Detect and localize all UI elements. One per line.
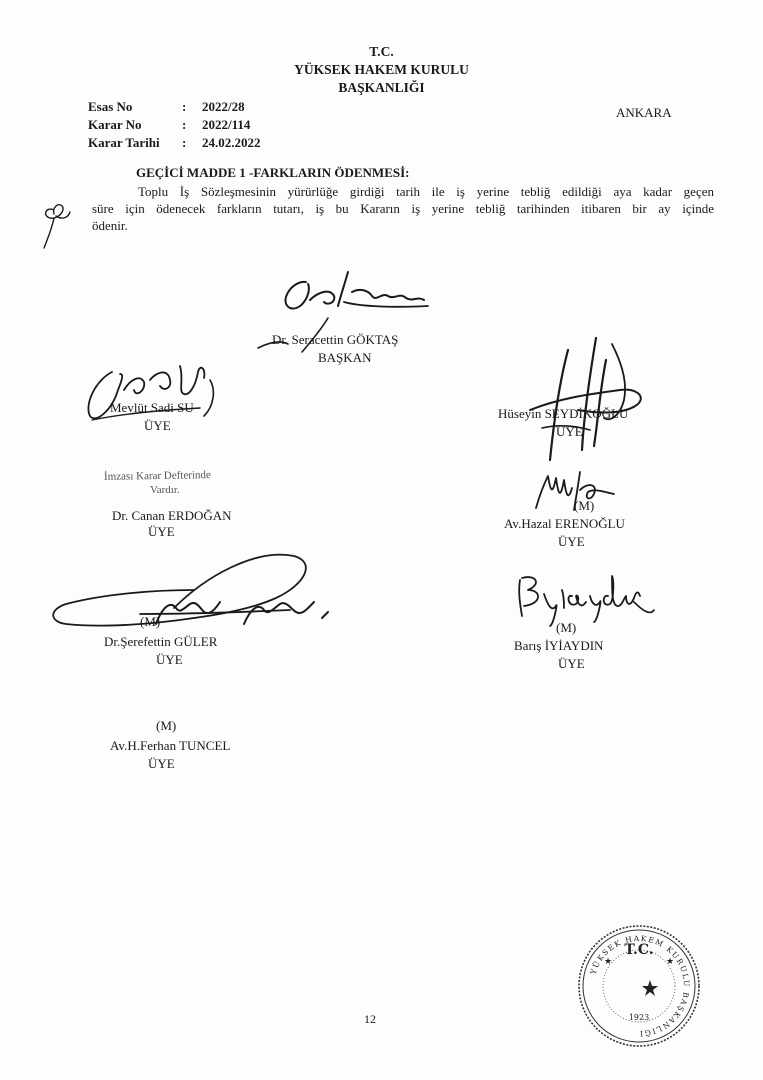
page-number: 12 [364,1012,376,1026]
member6-mark: (M) [556,620,577,635]
karar-colon: : [182,117,187,132]
member1-name: Mevlüt Sadi SU [110,400,194,415]
svg-text:YÜKSEK HAKEM KURULU BAŞKANLIĞI: YÜKSEK HAKEM KURULU BAŞKANLIĞI [588,933,692,1039]
city: ANKARA [616,105,672,120]
member1-title: ÜYE [144,418,171,433]
article-body [92,183,714,234]
esas-colon: : [182,99,187,114]
header-institution: YÜKSEK HAKEM KURULU [294,62,469,77]
esas-value: 2022/28 [202,99,245,114]
svg-text:T.C.: T.C. [624,942,654,958]
member4-mark: (M) [574,498,595,513]
member7-name: Av.H.Ferhan TUNCEL [110,738,231,753]
tarih-label: Karar Tarihi [88,135,160,150]
member3-note-line2: Vardır. [150,484,180,496]
member5-name: Dr.Şerefettin GÜLER [104,634,218,649]
member7-mark: (M) [156,718,177,733]
svg-text:1923: 1923 [628,1013,650,1022]
karar-label: Karar No [88,117,142,132]
member2-title: ÜYE [556,424,583,439]
esas-label: Esas No [88,99,133,114]
member4-name: Av.Hazal ERENOĞLU [504,516,625,531]
member7-title: ÜYE [148,756,175,771]
svg-text:★: ★ [604,957,613,967]
header-presidency: BAŞKANLIĞI [338,80,425,95]
article-line-2: süre için ödenecek farkların tutarı, iş bu Kararın iş yerine tebliğ tarihinden itibaren bir ay içinde [92,201,714,216]
member3-title: ÜYE [148,524,175,539]
margin-initial-icon [36,200,80,252]
article-line-3: ödenir. [92,218,128,233]
header-tc: T.C. [369,44,394,59]
official-seal-icon [574,920,704,1050]
member3-note-line1: İmzası Karar Defterinde [103,469,211,483]
president-name: Dr. Seracettin GÖKTAŞ [272,332,399,347]
member5-mark: (M) [140,614,161,629]
article-heading: GEÇİCİ MADDE 1 -FARKLARIN ÖDENMESİ: [136,165,410,180]
tarih-value: 24.02.2022 [202,135,261,150]
member5-title: ÜYE [156,652,183,667]
member2-name: Hüseyin SEYDİKOĞLU [498,406,629,421]
member2-signature-icon [520,330,660,466]
member6-name: Barış İYİAYDIN [514,638,604,653]
karar-value: 2022/114 [202,117,251,132]
member4-title: ÜYE [558,534,585,549]
member3-name: Dr. Canan ERDOĞAN [112,508,232,523]
president-title: BAŞKAN [318,350,372,365]
tarih-colon: : [182,135,187,150]
member6-title: ÜYE [558,656,585,671]
member6-signature-icon [506,566,656,628]
member5-signature-icon [44,538,344,646]
svg-text:★: ★ [666,957,675,967]
article-line-1: Toplu İş Sözleşmesinin yürürlüğe girdiği tarih ile iş yerine tebliğ edildiği aya kadar geçen [138,184,714,199]
